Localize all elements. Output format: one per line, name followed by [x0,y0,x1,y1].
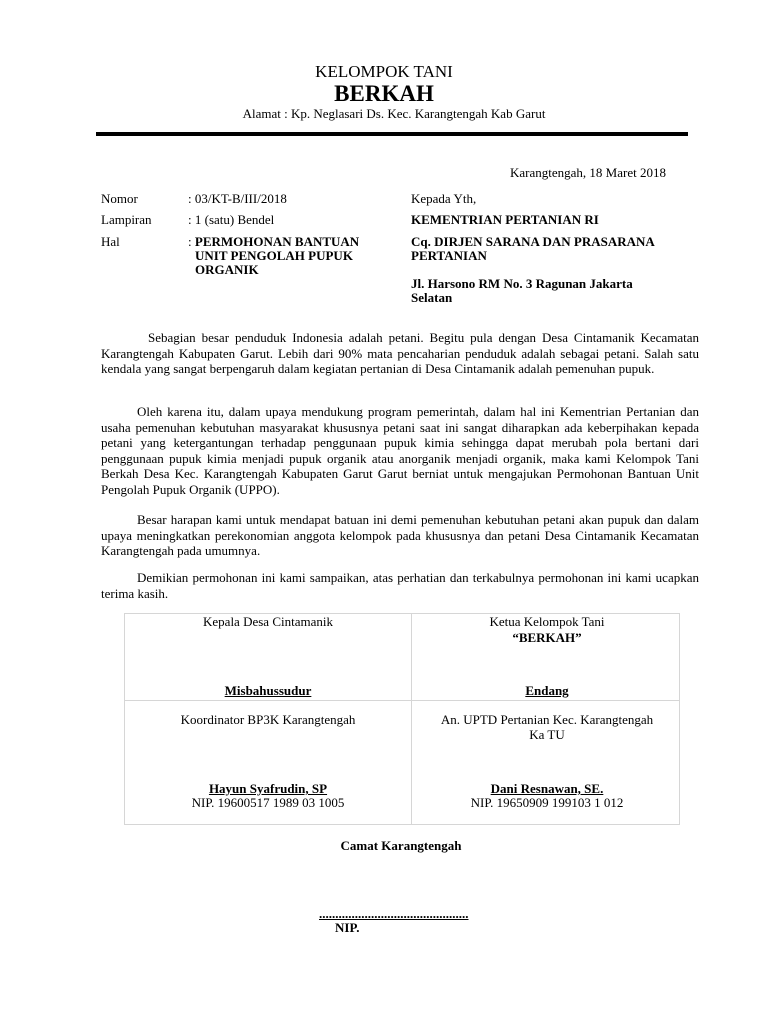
lampiran-label: Lampiran [101,212,152,227]
bottom-right-title: An. UPTD Pertanian Kec. Karangtengah [440,712,654,727]
org-name: BERKAH [334,81,434,106]
signature-table [124,613,680,825]
letter-date: Karangtengah, 18 Maret 2018 [510,165,666,180]
bottom-left-title: Koordinator BP3K Karangtengah [180,712,356,727]
top-right-title: Ketua Kelompok Tani [489,614,605,629]
hal-value [188,234,359,249]
recipient-line2a: Cq. DIRJEN SARANA DAN PRASARANA [411,234,655,249]
bottom-left-name: Hayun Syafrudin, SP [208,781,328,796]
nomor-label: Nomor [101,191,138,206]
hal-line3: ORGANIK [195,262,259,277]
recipient-line2b: PERTANIAN [411,248,487,263]
lampiran-value: : 1 (satu) Bendel [188,212,275,227]
recipient-line1: KEMENTRIAN PERTANIAN RI [411,212,599,227]
camat-name-placeholder: .............................................. [319,906,469,921]
table-row-divider [125,700,679,701]
top-right-name: Endang [525,683,569,698]
bottom-right-nip: NIP. 19650909 199103 1 012 [470,795,624,810]
bottom-left-nip: NIP. 19600517 1989 03 1005 [191,795,345,810]
org-line: KELOMPOK TANI [315,62,453,81]
hal-line2: UNIT PENGOLAH PUPUK [195,248,353,263]
top-left-title: Kepala Desa Cintamanik [203,614,333,629]
hal-line1: PERMOHONAN BANTUAN [194,234,360,249]
top-right-sub: “BERKAH” [512,630,582,645]
top-left-name: Misbahussudur [224,683,312,698]
paragraph-2: Oleh karena itu, dalam upaya mendukung program pemerintah, dalam hal ini Kementrian Pertanian dan usaha pemenuhan kebutuhan masyarakat khususnya petani saat ini sangat diharapkan ada keberpihakan kepada petani yang ketergantungan terhadap penggunaan pupuk kimia sehingga dapat merubah pola bertani dari penggunaan pupuk kimia menjadi pupuk organik atau anorganik menjadi organik, maka kami Kelompok Tani Berkah Desa Kec. Karangtengah Kabupaten Garut Garut berniat untuk mengajukan Permohonan Bantuan Unit Pengolah Pupuk Organik (UPPO). [101,404,699,497]
camat-nip: NIP. [335,920,360,935]
paragraph-4: Demikian permohonan ini kami sampaikan, atas perhatian dan terkabulnya permohonan ini kami ucapkan terima kasih. [101,570,699,601]
hal-label: Hal [101,234,120,249]
bottom-right-sub: Ka TU [529,727,565,742]
nomor-value: : 03/KT-B/III/2018 [188,191,287,206]
bottom-right-name: Dani Resnawan, SE. [490,781,604,796]
header-divider [96,132,688,136]
camat-title: Camat Karangtengah [340,838,462,853]
paragraph-3: Besar harapan kami untuk mendapat batuan ini demi pemenuhan kebutuhan petani akan pupuk dan dalam upaya meningkatkan perekonomian anggota kelompok pada khususnya dan petani Desa Cintamanik Kecamatan Karangtengah pada umumnya. [101,512,699,559]
recipient-line3a: Jl. Harsono RM No. 3 Ragunan Jakarta [411,276,633,291]
paragraph-1: Sebagian besar penduduk Indonesia adalah petani. Begitu pula dengan Desa Cintamanik Kecamatan Karangtengah Kabupaten Garut. Lebih dari 90% mata pencaharian penduduk adalah sebagai petani. Salah satu kendala yang sangat berpengaruh dalam kegiatan pertanian di Desa Cintamanik adalah pemenuhan pupuk. [101,330,699,377]
recipient-greeting: Kepada Yth, [411,191,477,206]
recipient-line3b: Selatan [411,290,453,305]
hal-colon: : [188,234,195,249]
org-address: Alamat : Kp. Neglasari Ds. Kec. Karangtengah Kab Garut [242,106,546,121]
